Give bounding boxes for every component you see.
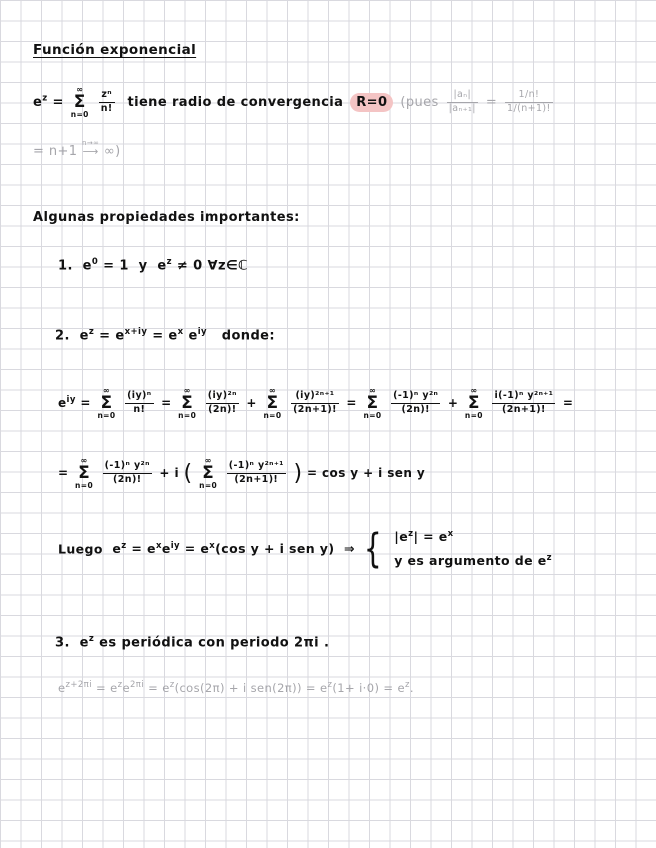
series-expansion: $e^{iy}$ = ∞ Σ n=0 $\frac{\text{(iy)ⁿ}}{n!}$ = ∞ Σ n=0 $\frac{\text{(iy)²ⁿ}}{(2n)!}$ + ∞ Σ n=0 $\frac{\text{(iy)²ⁿ⁺¹}}{(2n+1)!}$ = ∞ Σ n=0 $\frac{\text{(-1)ⁿ y²ⁿ}}{(2n)!}$ + ∞ Σ n=0 $\frac{\text{i(-1)ⁿ y²ⁿ⁺¹}}{(2n+1)!}$ =	[58, 386, 574, 420]
implies-arrow: ⇒	[343, 541, 355, 557]
periodicity-proof: $e^{z+2\pi i} = e^ze^{2\pi i} = e^z(\cos(2\pi) + i$ $sen(2\pi)) = e^z(1+ i\cdot 0) = e^z$.	[58, 680, 414, 695]
property-1: 1. $e^0 = 1$ y $e^z \ne 0$ ∀z∈ℂ	[58, 257, 248, 274]
limit-arrow: n→∞ ⟶	[81, 139, 100, 158]
pues-text: (pues	[400, 94, 439, 110]
conclusion-cases: $|e^z| = e^x$ y es argumento de $e^z$	[394, 528, 552, 568]
page-title: Función exponencial	[33, 42, 197, 58]
term-fraction: $\frac{\text{zⁿ}}{n!}$	[100, 89, 113, 114]
exp-definition-cont: = n+1 n→∞ ⟶ ∞)	[33, 139, 121, 159]
summation: ∞ Σ n=0	[70, 85, 89, 119]
radius-text: tiene radio de convergencia	[127, 94, 344, 110]
properties-heading: Algunas propiedades importantes:	[33, 210, 300, 225]
series-simplified: = ∞ Σ n=0 $\frac{\text{(-1)ⁿ y²ⁿ}}{(2n)!}$ + i ( ∞ Σ n=0 $\frac{\text{(-1)ⁿ y²ⁿ⁺¹}}{(2n+1)!}$ ) = cos y + i sen y	[58, 456, 426, 490]
e-symbol: e	[33, 94, 43, 110]
ratio-fraction: $\frac{\text{|aₙ|}}{\text{|aₙ₊₁|}}$	[448, 89, 476, 114]
property-3: 3. $e^z$ es periódica con periodo 2πi .	[55, 634, 330, 651]
property-2: 2. $e^z = e^{x+iy} = e^x$ $e^{iy}$ donde:	[55, 327, 275, 344]
euler-conclusion: Luego $e^z = e^xe^{iy} = e^x(\cos$ y + i sen y) ⇒ { $|e^z| = e^x$ y es argumento de $e^z$	[58, 525, 552, 572]
ratio-fraction-2: $\frac{1/n!}{1/(n+1)!}$	[507, 89, 551, 114]
exponent: z	[42, 93, 48, 104]
exp-definition: $e^z$ = ∞ Σ n=0 $\frac{\text{zⁿ}}{n!}$ tiene radio de convergencia R=0 (pues $\frac{\text{|aₙ|}}{\text{|aₙ₊₁|}}$ = $\frac{1/n!}{1/(n+1)!}$	[33, 85, 551, 119]
radius-value: R=0	[350, 93, 393, 112]
